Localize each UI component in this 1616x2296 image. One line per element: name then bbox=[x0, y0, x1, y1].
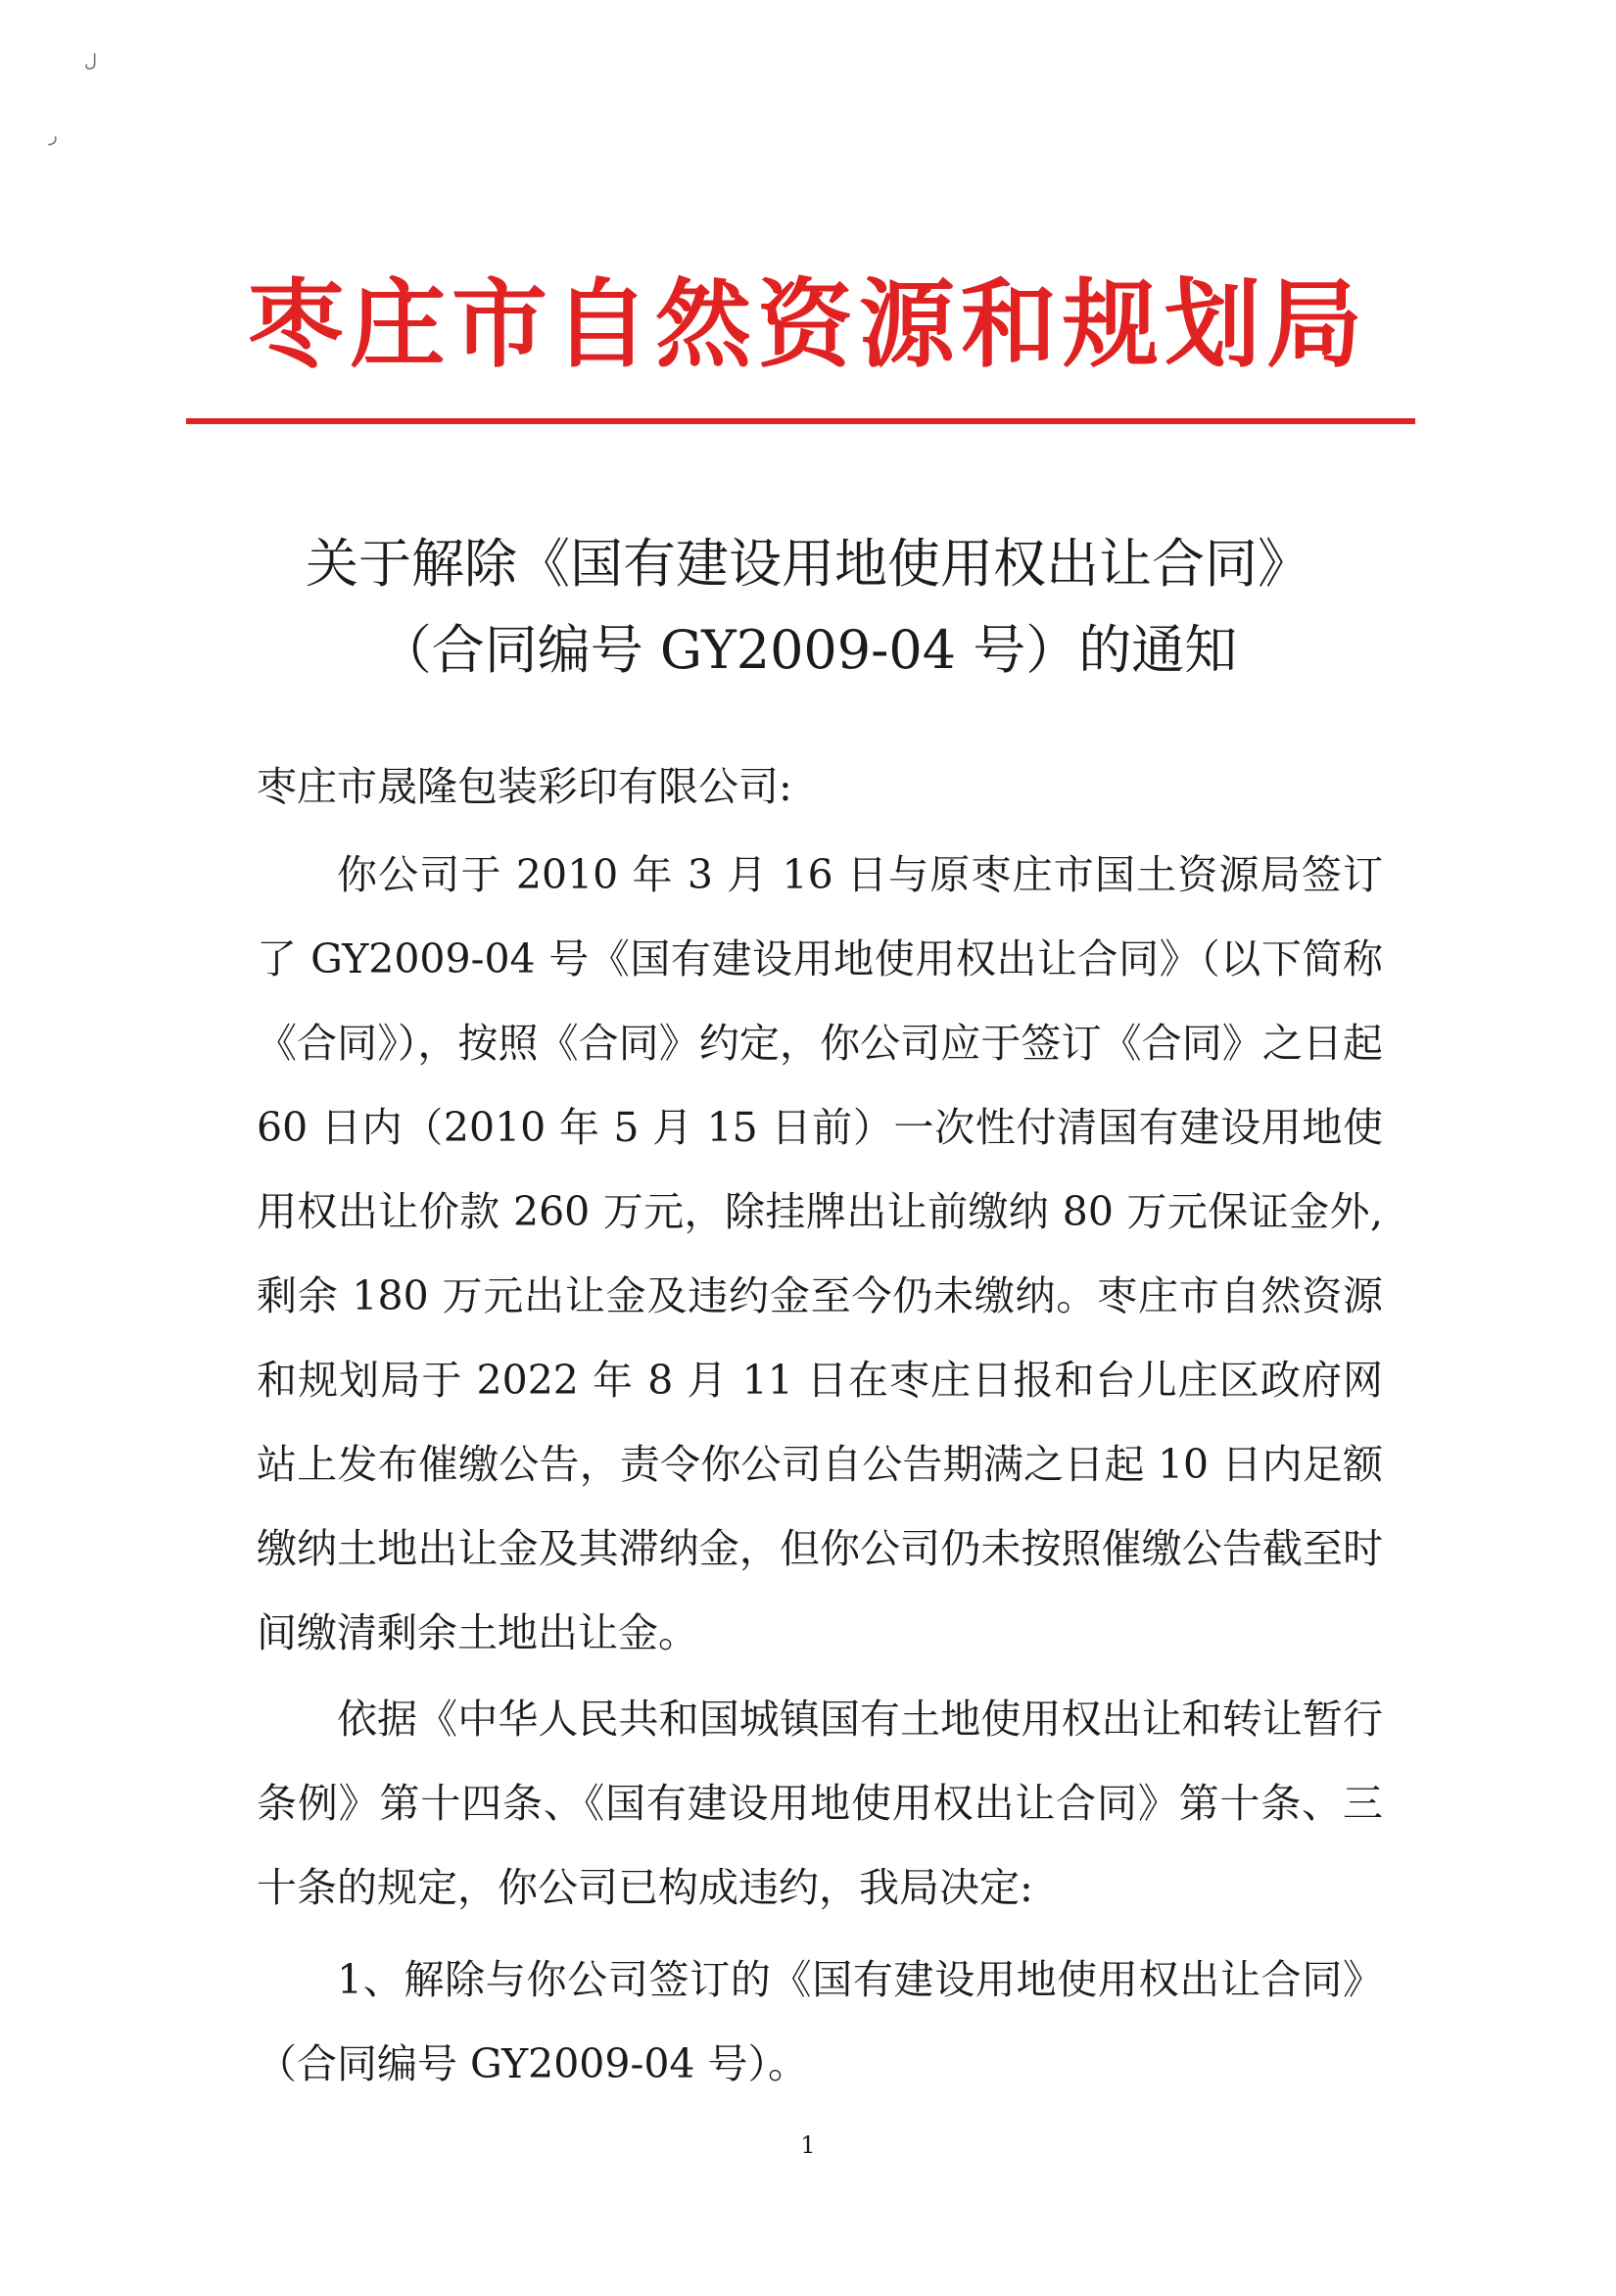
salutation: 枣庄市晟隆包装彩印有限公司: bbox=[257, 763, 792, 810]
notice-title-line-2: （合同编号 GY2009-04 号）的通知 bbox=[378, 619, 1238, 681]
scan-artifact-mark: ل bbox=[84, 51, 98, 72]
letterhead-org-name: 枣庄市自然资源和规划局 bbox=[247, 269, 1368, 381]
body-paragraph: 你公司于 2010 年 3 月 16 日与原枣庄市国土资源局签订了 GY2009-04 号《国有建设用地使用权出让合同》（以下简称《合同》），按照《合同》约定，你公司应于签订《合同》之日起 60 日内（2010 年 5 月 15 日前）一次性付清国有建设用地使用权出让价款 260 万元，除挂牌出让前缴纳 80 万元保证金外,剩余 180 万元出让金及违约金至今仍未缴纳。枣庄市自然资源和规划局于 2022 年 8 月 11 日在枣庄日报和台儿庄区政府网站上发布催缴公告，责令你公司自公告期满之日起 10 日内足额缴纳土地出让金及其滞纳金，但你公司仍未按照催缴公告截至时间缴清剩余土地出让金。 bbox=[257, 851, 1383, 1656]
body-paragraph: 依据《中华人民共和国城镇国有土地使用权出让和转让暂行条例》第十四条、《国有建设用地使用权出让合同》第十条、三十条的规定，你公司已构成违约，我局决定: bbox=[257, 1696, 1383, 1911]
letterhead-red-rule bbox=[186, 418, 1415, 424]
body-paragraph: 1、解除与你公司签订的《国有建设用地使用权出让合同》（合同编号 GY2009-04 号）。 bbox=[257, 1956, 1383, 2087]
page-number: 1 bbox=[800, 2131, 816, 2159]
scan-artifact-mark: ر bbox=[49, 125, 58, 146]
notice-title-line-1: 关于解除《国有建设用地使用权出让合同》 bbox=[306, 533, 1310, 595]
